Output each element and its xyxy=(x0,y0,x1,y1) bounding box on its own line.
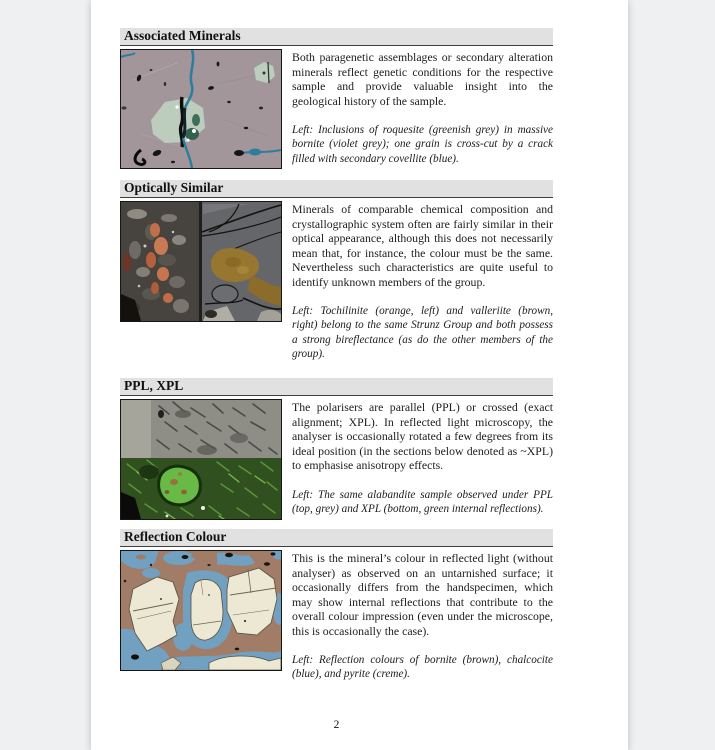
section-heading xyxy=(120,529,553,547)
section-optically-similar xyxy=(120,180,553,361)
section-title: Reflection Colour xyxy=(124,529,227,545)
section-title: PPL, XPL xyxy=(124,378,184,394)
micrograph-figure-tochilinite-valleriite xyxy=(120,201,282,322)
section-associated-minerals xyxy=(120,28,553,169)
bornite-roquesite-covellite-image xyxy=(121,50,281,168)
figure-caption: Left: Tochilinite (orange, left) and valleriite (brown, right) belong to the same Strunz Group and both possess a strong bireflectance (as do the other members of the group). xyxy=(292,305,553,360)
section-body-text: This is the mineral’s colour in reflected light (without analyser) as observed on an untarnished surface; it occasionally differs from the handspecimen, which may show internal reflections that contribute to the overall colour impression (even under the microscope, this is occasionally the case). xyxy=(292,551,553,638)
figure-caption: Left: The same alabandite sample observed under PPL (top, grey) and XPL (bottom, green internal reflections). xyxy=(292,488,553,515)
micrograph-figure-alabandite xyxy=(120,399,282,520)
micrograph-figure-bornite-roquesite xyxy=(120,49,282,169)
figure-caption: Left: Reflection colours of bornite (brown), chalcocite (blue), and pyrite (creme). xyxy=(292,654,553,681)
section-body-text: Minerals of comparable chemical composition and crystallographic system often are fairly similar in their optical appearance, although this does not necessarily mean that, for instance, the colour must be the same. Nevertheless such characteristics are quite useful to identify unknown members of the group. xyxy=(292,202,553,289)
section-heading xyxy=(120,180,553,198)
micrograph-figure-bornite-chalcocite-pyrite xyxy=(120,550,282,671)
section-ppl-xpl xyxy=(120,378,553,520)
document-page xyxy=(91,0,628,750)
tochilinite-valleriite-image xyxy=(121,202,281,321)
section-heading xyxy=(120,28,553,46)
section-title: Optically Similar xyxy=(124,180,224,195)
page-number: 2 xyxy=(333,719,340,731)
bornite-chalcocite-pyrite-image xyxy=(121,551,281,670)
figure-caption: Left: Inclusions of roquesite (greenish grey) in massive bornite (violet grey); one grain is cross-cut by a crack filled with secondary covellite (blue). xyxy=(292,124,553,165)
section-body-text: The polarisers are parallel (PPL) or crossed (exact alignment; XPL). In reflected light microscopy, the analyser is occasionally rotated a few degrees from its ideal position (in the sections below denoted as ~XPL) to emphasise anisotropy effects. xyxy=(292,400,553,473)
page-content xyxy=(120,28,553,693)
section-title: Associated Minerals xyxy=(124,28,241,43)
section-reflection-colour xyxy=(120,529,553,682)
section-heading xyxy=(120,378,553,396)
section-body-text: Both paragenetic assemblages or secondary alteration minerals reflect genetic conditions for the respective sample and provide valuable insight into the geological history of the sample. xyxy=(292,50,553,108)
alabandite-ppl-xpl-image xyxy=(121,400,281,519)
